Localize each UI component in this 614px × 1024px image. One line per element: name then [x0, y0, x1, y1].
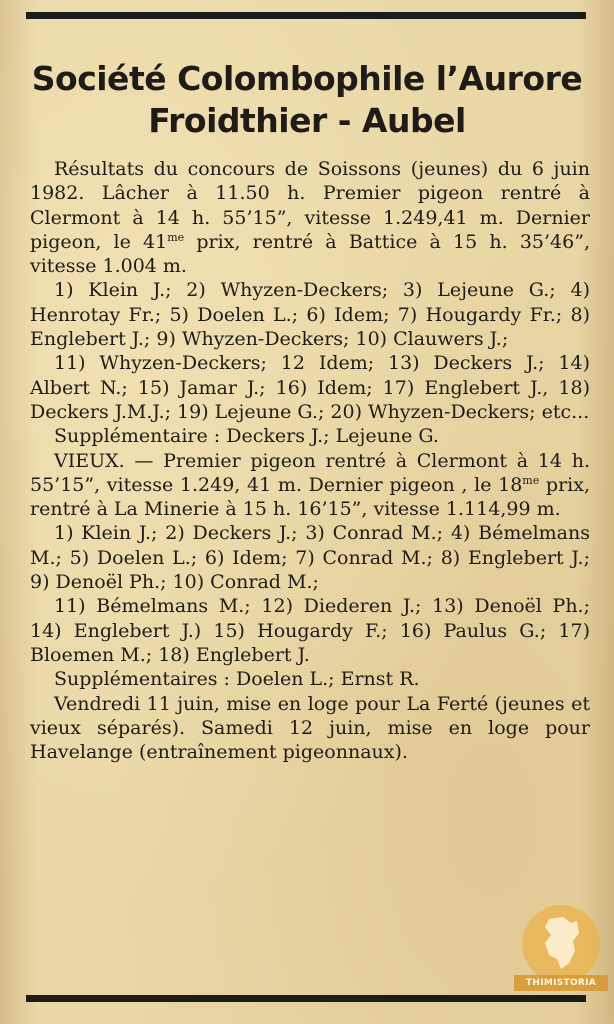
- intro-paragraph: [30, 157, 590, 278]
- watermark-logo: [514, 905, 608, 1003]
- bottom-rule: [26, 995, 586, 1002]
- vieux-superscript: me: [522, 473, 540, 487]
- article-subtitle: Froidthier - Aubel: [148, 101, 466, 140]
- vieux-text-cont: prix, rentré à La Minerie à 15 h. 16’15”, vitesse 1.114,99 m.: [30, 473, 590, 521]
- vieux-paragraph: [30, 449, 590, 522]
- young-supplementaire: Supplémentaire : Deckers J.; Lejeune G.: [54, 425, 439, 448]
- top-rule: [26, 12, 586, 19]
- belgium-map-icon: [541, 915, 581, 971]
- closing-paragraph: Vendredi 11 juin, mise en loge pour La Ferté (jeunes et vieux séparés). Samedi 12 juin, mise en loge pour Havelange (entraînement pigeonnaux).: [30, 692, 590, 764]
- young-results-11-20: 11) Whyzen-Deckers; 12 Idem; 13) Deckers J.; 14) Albert N.; 15) Jamar J.; 16) Idem; 17) Englebert J., 18) Deckers J.M.J.; 19) Lejeune G.; 20) Whyzen-Deckers; etc...: [30, 352, 590, 423]
- intro-text: Résultats du concours de Soissons (jeunes) du 6 juin 1982. Lâcher à 11.50 h. Premier pigeon rentré à Clermont à 14 h. 55’15”, vitesse 1.249,41 m. Dernier pigeon, le 41: [30, 158, 590, 253]
- intro-superscript: me: [167, 230, 185, 244]
- article-body: [30, 157, 590, 764]
- old-results-1-10: 1) Klein J.; 2) Deckers J.; 3) Conrad M.; 4) Bémelmans M.; 5) Doelen L.; 6) Idem; 7) Conrad M.; 8) Englebert J.; 9) Denoël Ph.; 10) Conrad M.;: [30, 522, 590, 594]
- old-supplementaires: Supplémentaires : Doelen L.; Ernst R.: [54, 668, 420, 691]
- watermark-label: THIMISTORIA: [514, 975, 608, 991]
- vieux-text: VIEUX. — Premier pigeon rentré à Clermont à 14 h. 55’15”, vitesse 1.249, 41 m. Dernier pigeon , le 18: [30, 449, 590, 496]
- watermark-circle: [522, 905, 600, 983]
- intro-text-cont: prix, rentré à Battice à 15 h. 35’46”, vitesse 1.004 m.: [30, 230, 590, 278]
- article-title: Société Colombophile l’Aurore: [31, 59, 583, 98]
- old-results-11-18: 11) Bémelmans M.; 12) Diederen J.; 13) Denoël Ph.; 14) Englebert J.) 15) Hougardy F.; 16) Paulus G.; 17) Bloemen M.; 18) Englebert J.: [30, 595, 590, 666]
- young-results-1-10: 1) Klein J.; 2) Whyzen-Deckers; 3) Lejeune G.; 4) Henrotay Fr.; 5) Doelen L.; 6) Idem; 7) Hougardy Fr.; 8) Englebert J.; 9) Whyzen-Deckers; 10) Clauwers J.;: [30, 279, 590, 351]
